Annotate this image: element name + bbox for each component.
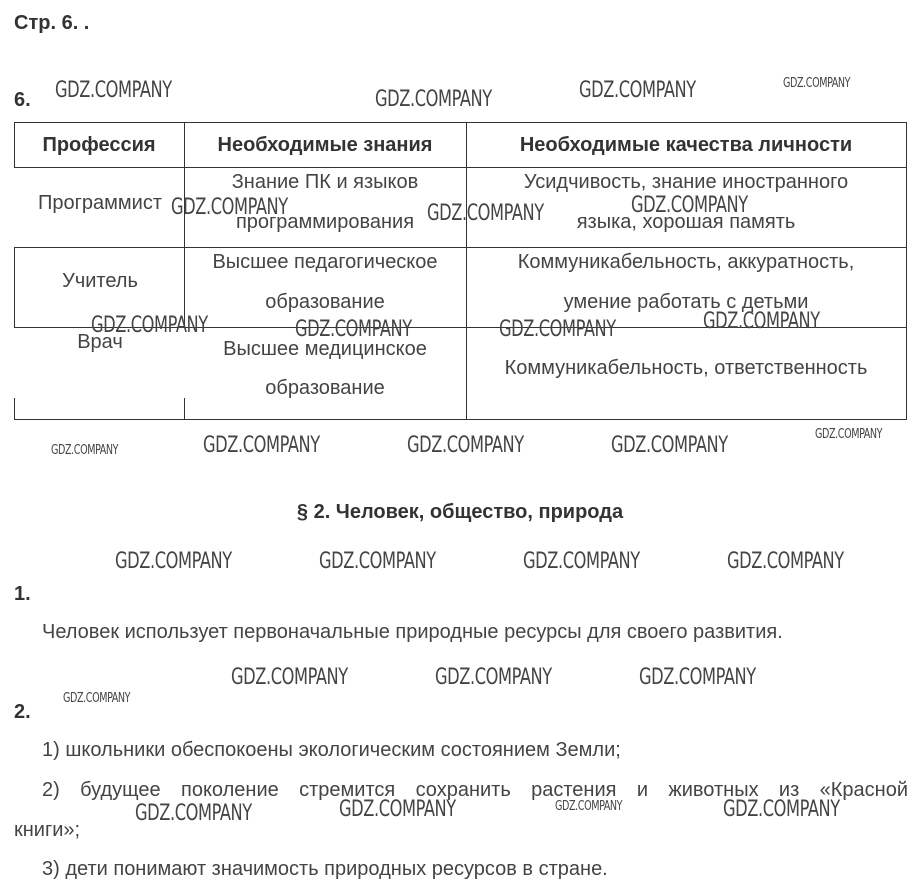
row2-qualities-line2: умение работать с детьми — [563, 291, 809, 313]
watermark: GDZ.COMPANY — [783, 76, 851, 91]
watermark: GDZ.COMPANY — [295, 317, 412, 342]
task-2-item-3: 3) дети понимают значимость природных ресурсов в стране. — [42, 858, 608, 880]
row1-profession: Программист — [38, 192, 162, 214]
watermark: GDZ.COMPANY — [435, 665, 552, 690]
row1-knowledge-line2: программирования — [235, 211, 415, 233]
task-2-item-1: 1) школьники обеспокоены экологическим состоянием Земли; — [42, 739, 621, 761]
table-border-bottom — [14, 419, 907, 420]
task-2-item-2: 2) будущее поколение стремится сохранить растения и животных из «Красной — [42, 779, 908, 801]
header-profession: Профессия — [42, 133, 156, 156]
watermark: GDZ.COMPANY — [727, 549, 844, 574]
row3-knowledge-line1: Высшее медицинское — [223, 338, 427, 360]
watermark: GDZ.COMPANY — [639, 665, 756, 690]
watermark: GDZ.COMPANY — [375, 87, 492, 112]
header-qualities: Необходимые качества личности — [519, 133, 853, 156]
header-knowledge: Необходимые знания — [217, 133, 433, 156]
watermark: GDZ.COMPANY — [579, 78, 696, 103]
table-border-right — [906, 122, 907, 420]
watermark: GDZ.COMPANY — [499, 317, 616, 342]
row2-profession: Учитель — [62, 270, 138, 292]
watermark: GDZ.COMPANY — [171, 195, 288, 220]
watermark: GDZ.COMPANY — [723, 797, 840, 822]
watermark: GDZ.COMPANY — [631, 193, 748, 218]
watermark: GDZ.COMPANY — [63, 691, 131, 706]
watermark: GDZ.COMPANY — [407, 433, 524, 458]
row1-qualities-line2: языка, хорошая память — [576, 211, 796, 233]
row2-qualities-line1: Коммуникабельность, аккуратность, — [517, 251, 855, 273]
task-2-item-2-continued: книги»; — [14, 819, 81, 841]
watermark: GDZ.COMPANY — [611, 433, 728, 458]
row3-profession: Врач — [77, 331, 123, 353]
section-heading: § 2. Человек, общество, природа — [296, 501, 624, 523]
watermark: GDZ.COMPANY — [339, 797, 456, 822]
task-1-number: 1. — [14, 583, 31, 605]
watermark: GDZ.COMPANY — [319, 549, 436, 574]
watermark: GDZ.COMPANY — [703, 309, 820, 334]
page-title: Стр. 6. . — [14, 12, 90, 34]
row1-qualities-line1: Усидчивость, знание иностранного — [523, 171, 849, 193]
row3-knowledge-line2: образование — [265, 377, 385, 399]
watermark: GDZ.COMPANY — [91, 313, 208, 338]
watermark: GDZ.COMPANY — [815, 427, 883, 442]
watermark: GDZ.COMPANY — [135, 801, 252, 826]
watermark: GDZ.COMPANY — [231, 665, 348, 690]
table-border-left-c — [14, 398, 15, 420]
watermark: GDZ.COMPANY — [203, 433, 320, 458]
task-2-number: 2. — [14, 701, 31, 723]
row1-knowledge-line1: Знание ПК и языков — [231, 171, 419, 193]
watermark: GDZ.COMPANY — [555, 799, 623, 814]
professions-table — [14, 122, 907, 422]
watermark: GDZ.COMPANY — [115, 549, 232, 574]
row3-qualities: Коммуникабельность, ответственность — [504, 357, 868, 379]
row2-knowledge-line2: образование — [265, 291, 385, 313]
watermark: GDZ.COMPANY — [55, 78, 172, 103]
row2-knowledge-line1: Высшее педагогическое — [212, 251, 438, 273]
task-1-answer: Человек использует первоначальные природные ресурсы для своего развития. — [42, 621, 783, 643]
watermark: GDZ.COMPANY — [523, 549, 640, 574]
task-6-number: 6. — [14, 89, 31, 111]
watermark: GDZ.COMPANY — [51, 443, 119, 458]
watermark: GDZ.COMPANY — [427, 201, 544, 226]
